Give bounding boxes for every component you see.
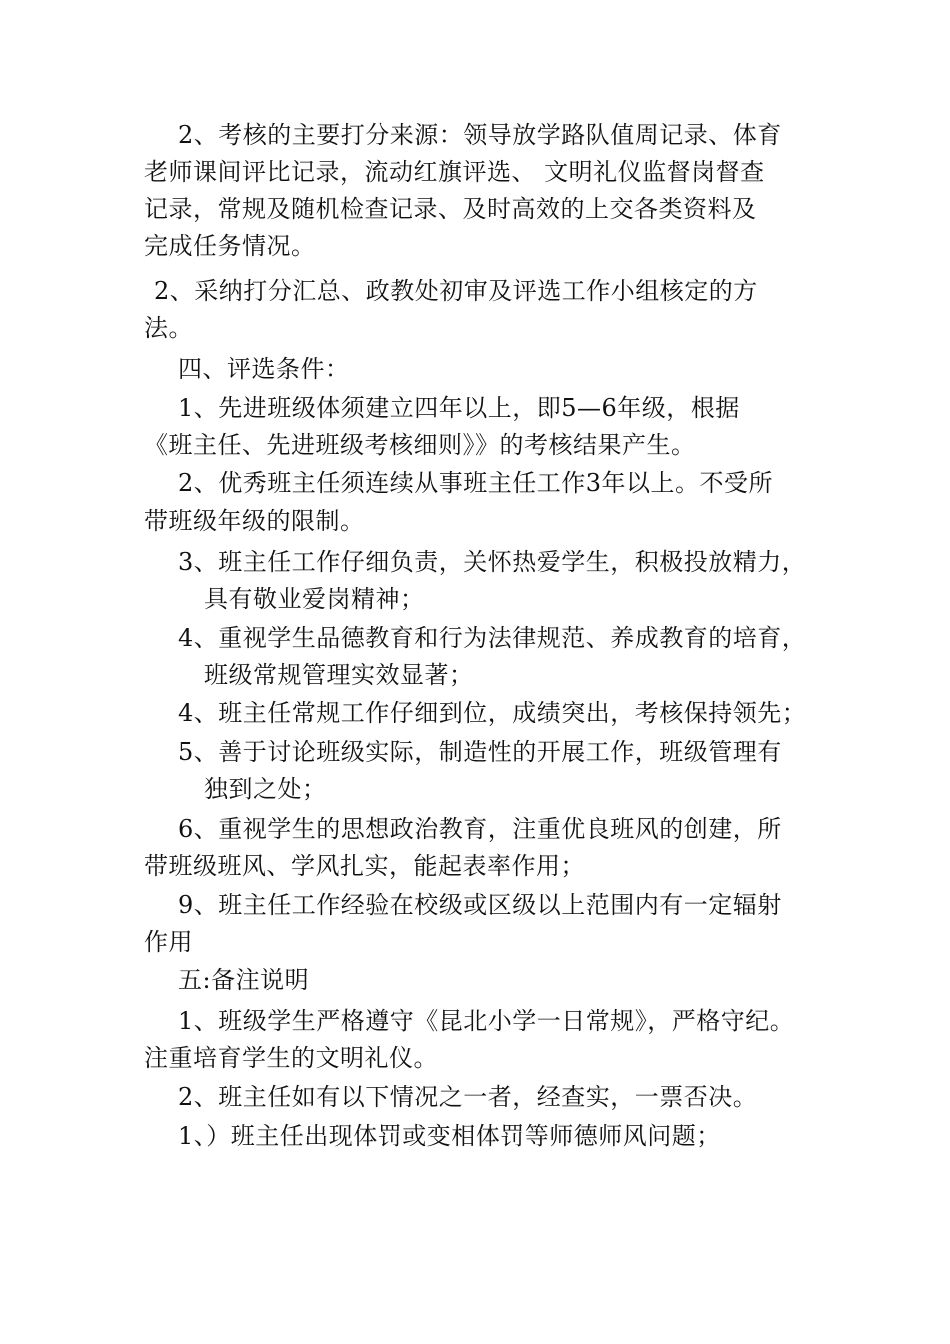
text-line: 2、采纳打分汇总、政教处初审及评选工作小组核定的方 bbox=[154, 277, 758, 305]
text-line: 1、班级学生严格遵守《昆北小学一日常规》，严格守纪。 bbox=[178, 1007, 795, 1035]
text-line: 2、优秀班主任须连续从事班主任工作3年以上。不受所 bbox=[178, 469, 774, 497]
text-line: 3、班主任工作仔细负责，关怀热爱学生，积极投放精力， bbox=[178, 548, 807, 576]
text-line: 记录，常规及随机检查记录、及时高效的上交各类资料及 bbox=[144, 195, 757, 223]
text-line: 作用 bbox=[144, 928, 193, 956]
section-heading: 五:备注说明 bbox=[178, 966, 310, 994]
section-heading: 四、评选条件： bbox=[178, 355, 350, 383]
text-line: 具有敬业爱岗精神； bbox=[204, 585, 425, 613]
text-line: 班级常规管理实效显著； bbox=[204, 661, 474, 689]
text-line: 1、）班主任出现体罚或变相体罚等师德师风问题； bbox=[178, 1122, 721, 1150]
text-line: 1、先进班级体须建立四年以上，即5—6年级，根据 bbox=[178, 394, 740, 422]
text-line: 老师课间评比记录，流动红旗评选、 文明礼仪监督岗督查 bbox=[144, 158, 765, 186]
text-line: 法。 bbox=[144, 314, 193, 342]
text-line: 2、考核的主要打分来源：领导放学路队值周记录、体育 bbox=[178, 121, 782, 149]
text-line: 9、班主任工作经验在校级或区级以上范围内有一定辐射 bbox=[178, 891, 782, 919]
text-line: 带班级班风、学风扎实，能起表率作用； bbox=[144, 852, 585, 880]
text-line: 独到之处； bbox=[204, 775, 327, 803]
text-line: 带班级年级的限制。 bbox=[144, 507, 365, 535]
text-line: 4、班主任常规工作仔细到位，成绩突出，考核保持领先； bbox=[178, 699, 807, 727]
text-line: 6、重视学生的思想政治教育，注重优良班风的创建，所 bbox=[178, 815, 782, 843]
text-line: 4、重视学生品德教育和行为法律规范、养成教育的培育， bbox=[178, 624, 807, 652]
text-line: 2、班主任如有以下情况之一者，经查实，一票否决。 bbox=[178, 1083, 758, 1111]
text-line: 注重培育学生的文明礼仪。 bbox=[144, 1044, 438, 1072]
text-line: 完成任务情况。 bbox=[144, 232, 316, 260]
text-line: 5、善于讨论班级实际，制造性的开展工作，班级管理有 bbox=[178, 738, 782, 766]
text-line: 《班主任、先进班级考核细则》》的考核结果产生。 bbox=[144, 431, 696, 459]
